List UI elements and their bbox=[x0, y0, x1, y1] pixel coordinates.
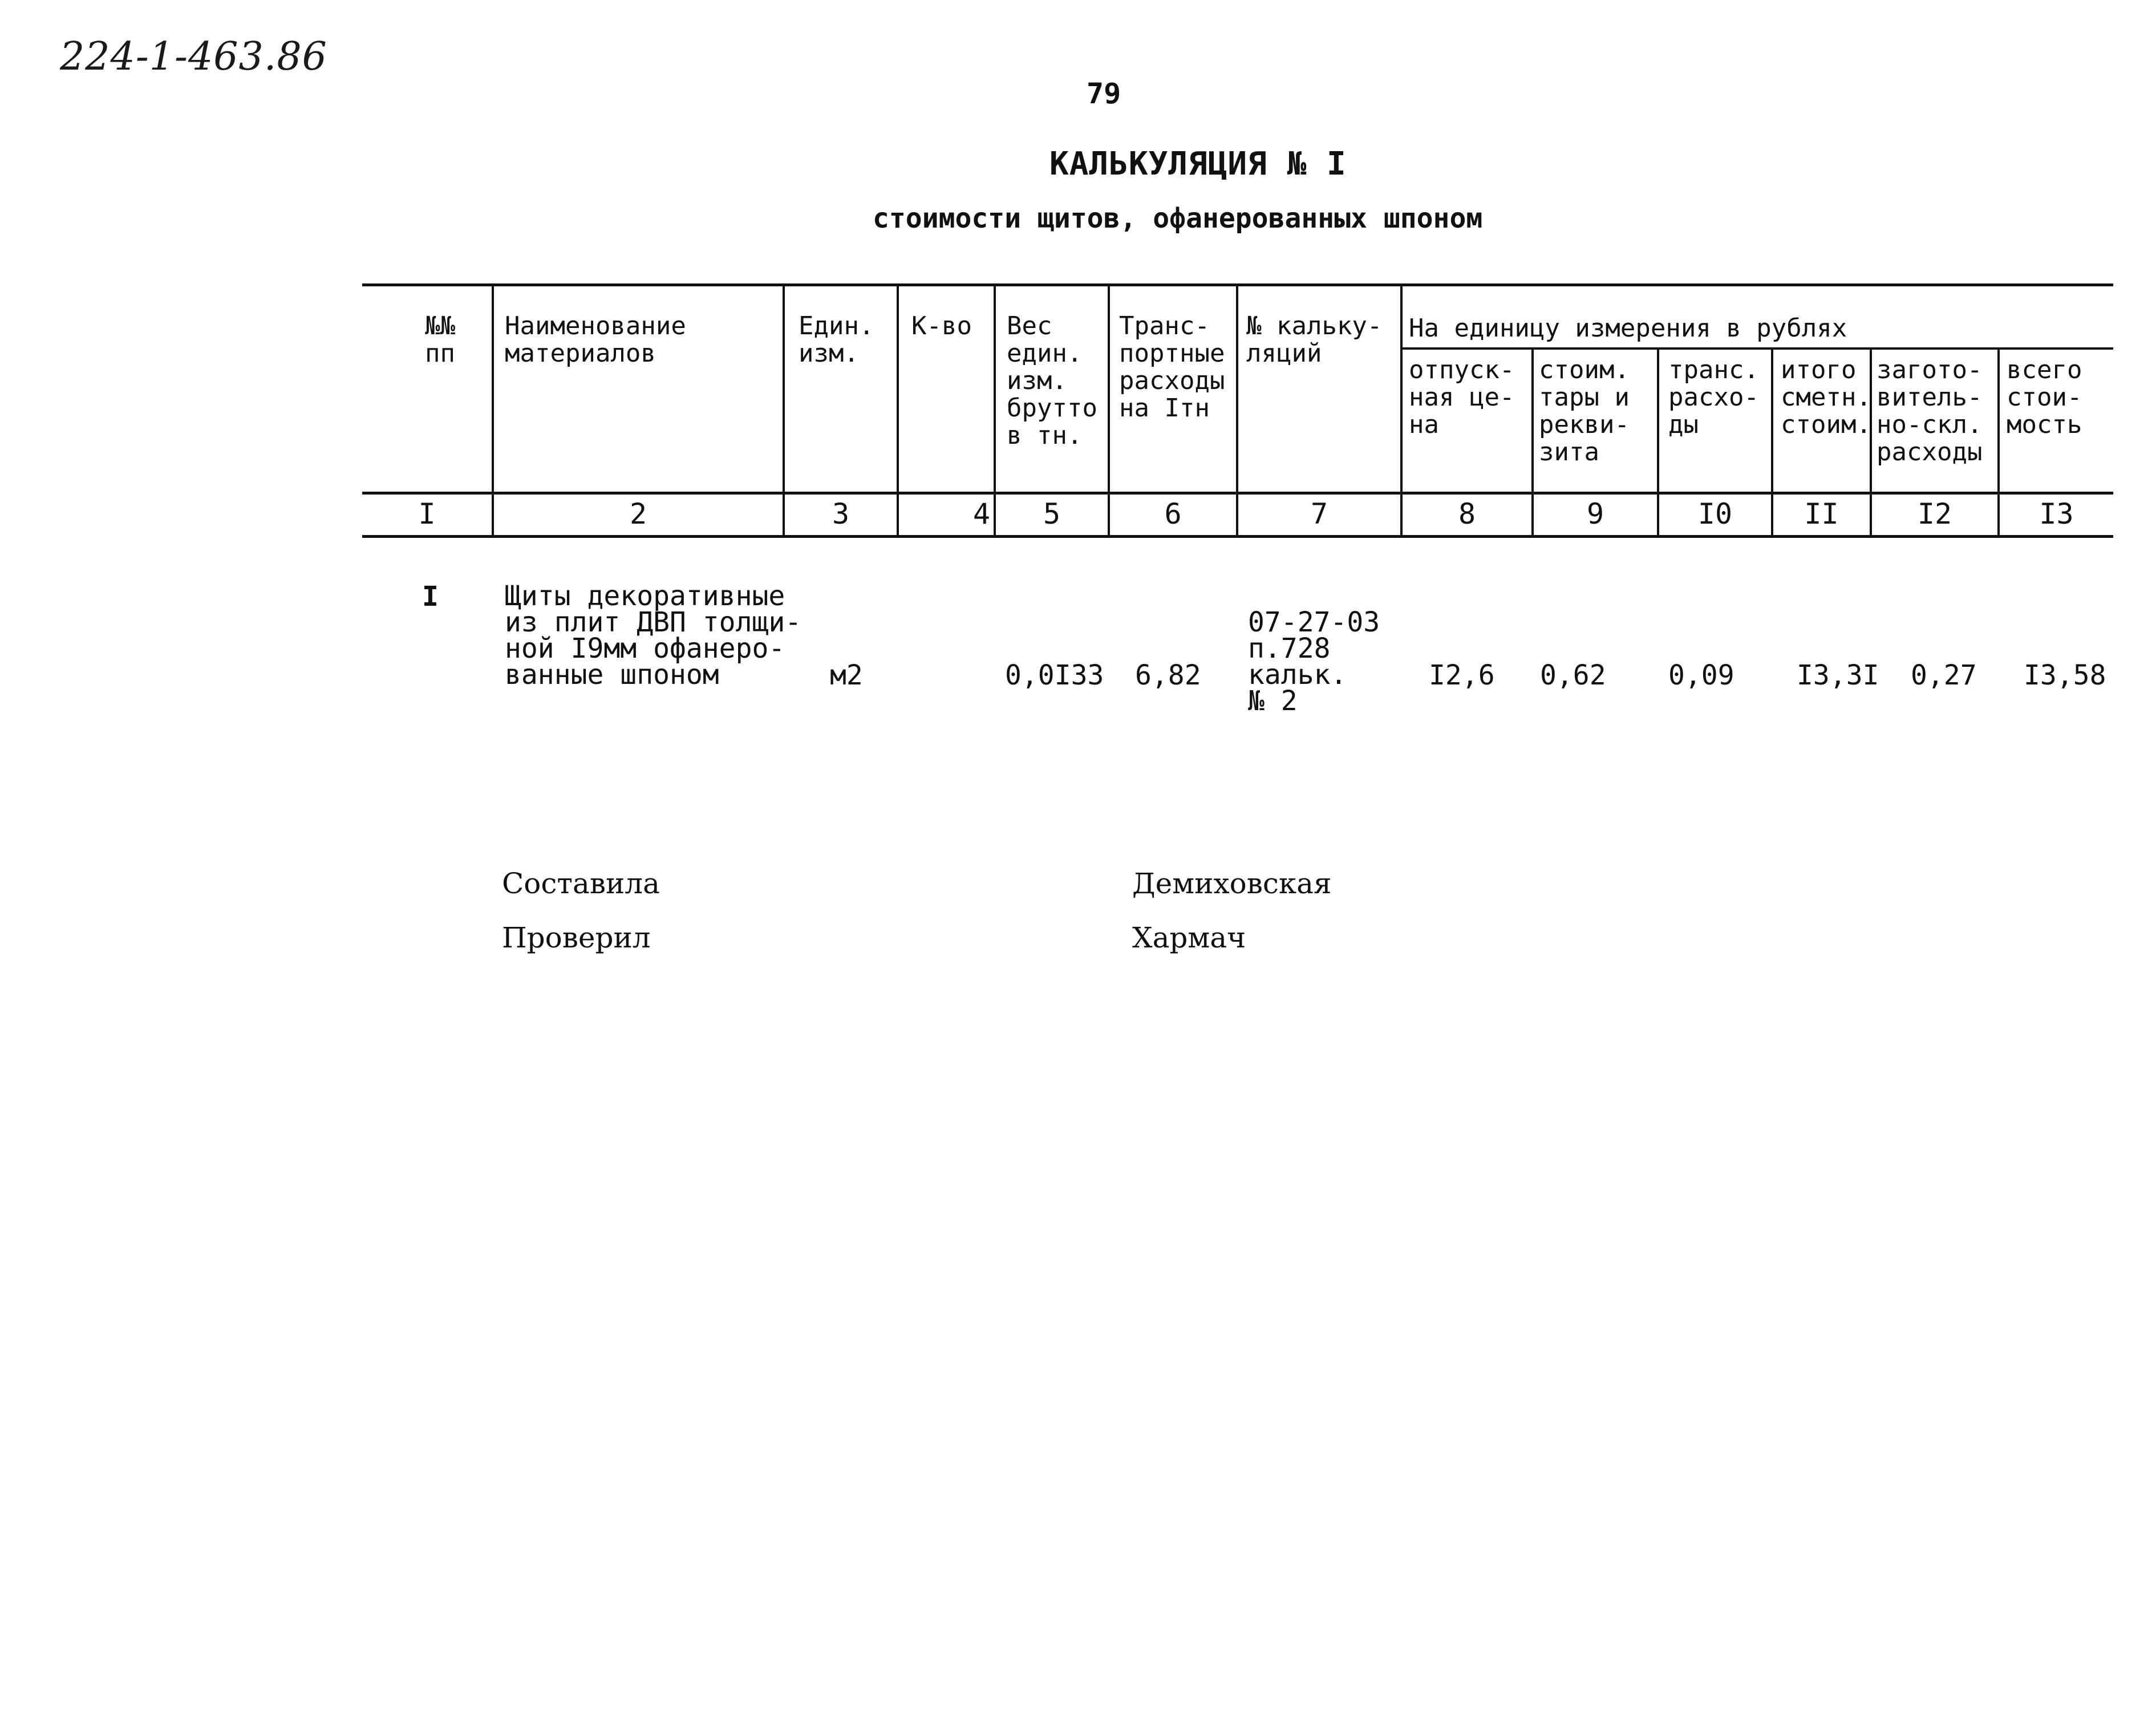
column-number: I2 bbox=[1917, 497, 1952, 530]
header-total-cost: всего стои- мость bbox=[2007, 355, 2082, 439]
checked-by-name: Хармач bbox=[1132, 921, 1246, 954]
column-number: 5 bbox=[1043, 497, 1061, 530]
header-pp: №№ пп bbox=[425, 311, 455, 368]
compiled-by-label: Составила bbox=[502, 867, 660, 900]
compiled-by-name: Демиховская bbox=[1132, 867, 1332, 900]
document-title: КАЛЬКУЛЯЦИЯ № I bbox=[1049, 145, 1347, 183]
row-transport-expenses: 0,09 bbox=[1668, 659, 1734, 691]
row-transport-per-ton: 6,82 bbox=[1135, 659, 1201, 691]
column-number: 8 bbox=[1458, 497, 1476, 530]
header-calc-number: № кальку- ляций bbox=[1246, 311, 1383, 368]
column-number: 7 bbox=[1310, 497, 1328, 530]
column-number: 9 bbox=[1586, 497, 1604, 530]
row-pp: I bbox=[422, 581, 439, 613]
row-weight: 0,0I33 bbox=[1005, 659, 1104, 691]
header-material-name: Наименование материалов bbox=[505, 311, 686, 368]
row-total-estimate: I3,3I bbox=[1797, 659, 1879, 691]
group-header-rule bbox=[1402, 347, 2113, 350]
column-number: 4 bbox=[972, 497, 990, 530]
header-quantity: К-во bbox=[911, 311, 972, 341]
header-unit: Един. изм. bbox=[799, 311, 874, 368]
header-total-estimate: итого сметн. стоим. bbox=[1781, 355, 1871, 439]
row-material-name: Щиты декоративные из плит ДВП толщи- ной I9мм офанеро- ванные шпоном bbox=[505, 580, 802, 691]
row-release-price: I2,6 bbox=[1429, 659, 1495, 691]
header-group-per-unit: На единицу измерения в рублях bbox=[1409, 314, 1847, 343]
header-release-price: отпуск- ная це- на bbox=[1409, 355, 1515, 439]
checked-by-label: Проверил bbox=[502, 921, 651, 954]
column-number: 3 bbox=[832, 497, 850, 530]
row-calc-reference: 07-27-03 п.728 кальк. № 2 bbox=[1248, 606, 1380, 717]
header-tare-cost: стоим. тары и рекви- зита bbox=[1539, 355, 1630, 467]
document-subtitle: стоимости щитов, офанерованных шпоном bbox=[873, 202, 1483, 234]
column-number: 2 bbox=[629, 497, 647, 530]
page-number: 79 bbox=[1087, 77, 1121, 110]
column-number: 6 bbox=[1164, 497, 1182, 530]
row-total-cost: I3,58 bbox=[2024, 659, 2106, 691]
header-weight: Вес един. изм. брутто в тн. bbox=[1007, 311, 1097, 450]
row-storage-expenses: 0,27 bbox=[1911, 659, 1977, 691]
header-transport-expenses: транс. расхо- ды bbox=[1668, 355, 1759, 439]
column-number: I3 bbox=[2039, 497, 2074, 530]
document-code: 224-1-463.86 bbox=[60, 34, 327, 79]
column-number: II bbox=[1804, 497, 1839, 530]
column-number: I0 bbox=[1697, 497, 1733, 530]
header-storage-expenses: загото- витель- но-скл. расходы bbox=[1877, 355, 1983, 467]
row-tare-cost: 0,62 bbox=[1540, 659, 1606, 691]
column-number: I bbox=[418, 497, 436, 530]
header-transport-per-ton: Транс- портные расходы на Iтн bbox=[1119, 311, 1225, 423]
row-unit: м2 bbox=[830, 659, 863, 691]
